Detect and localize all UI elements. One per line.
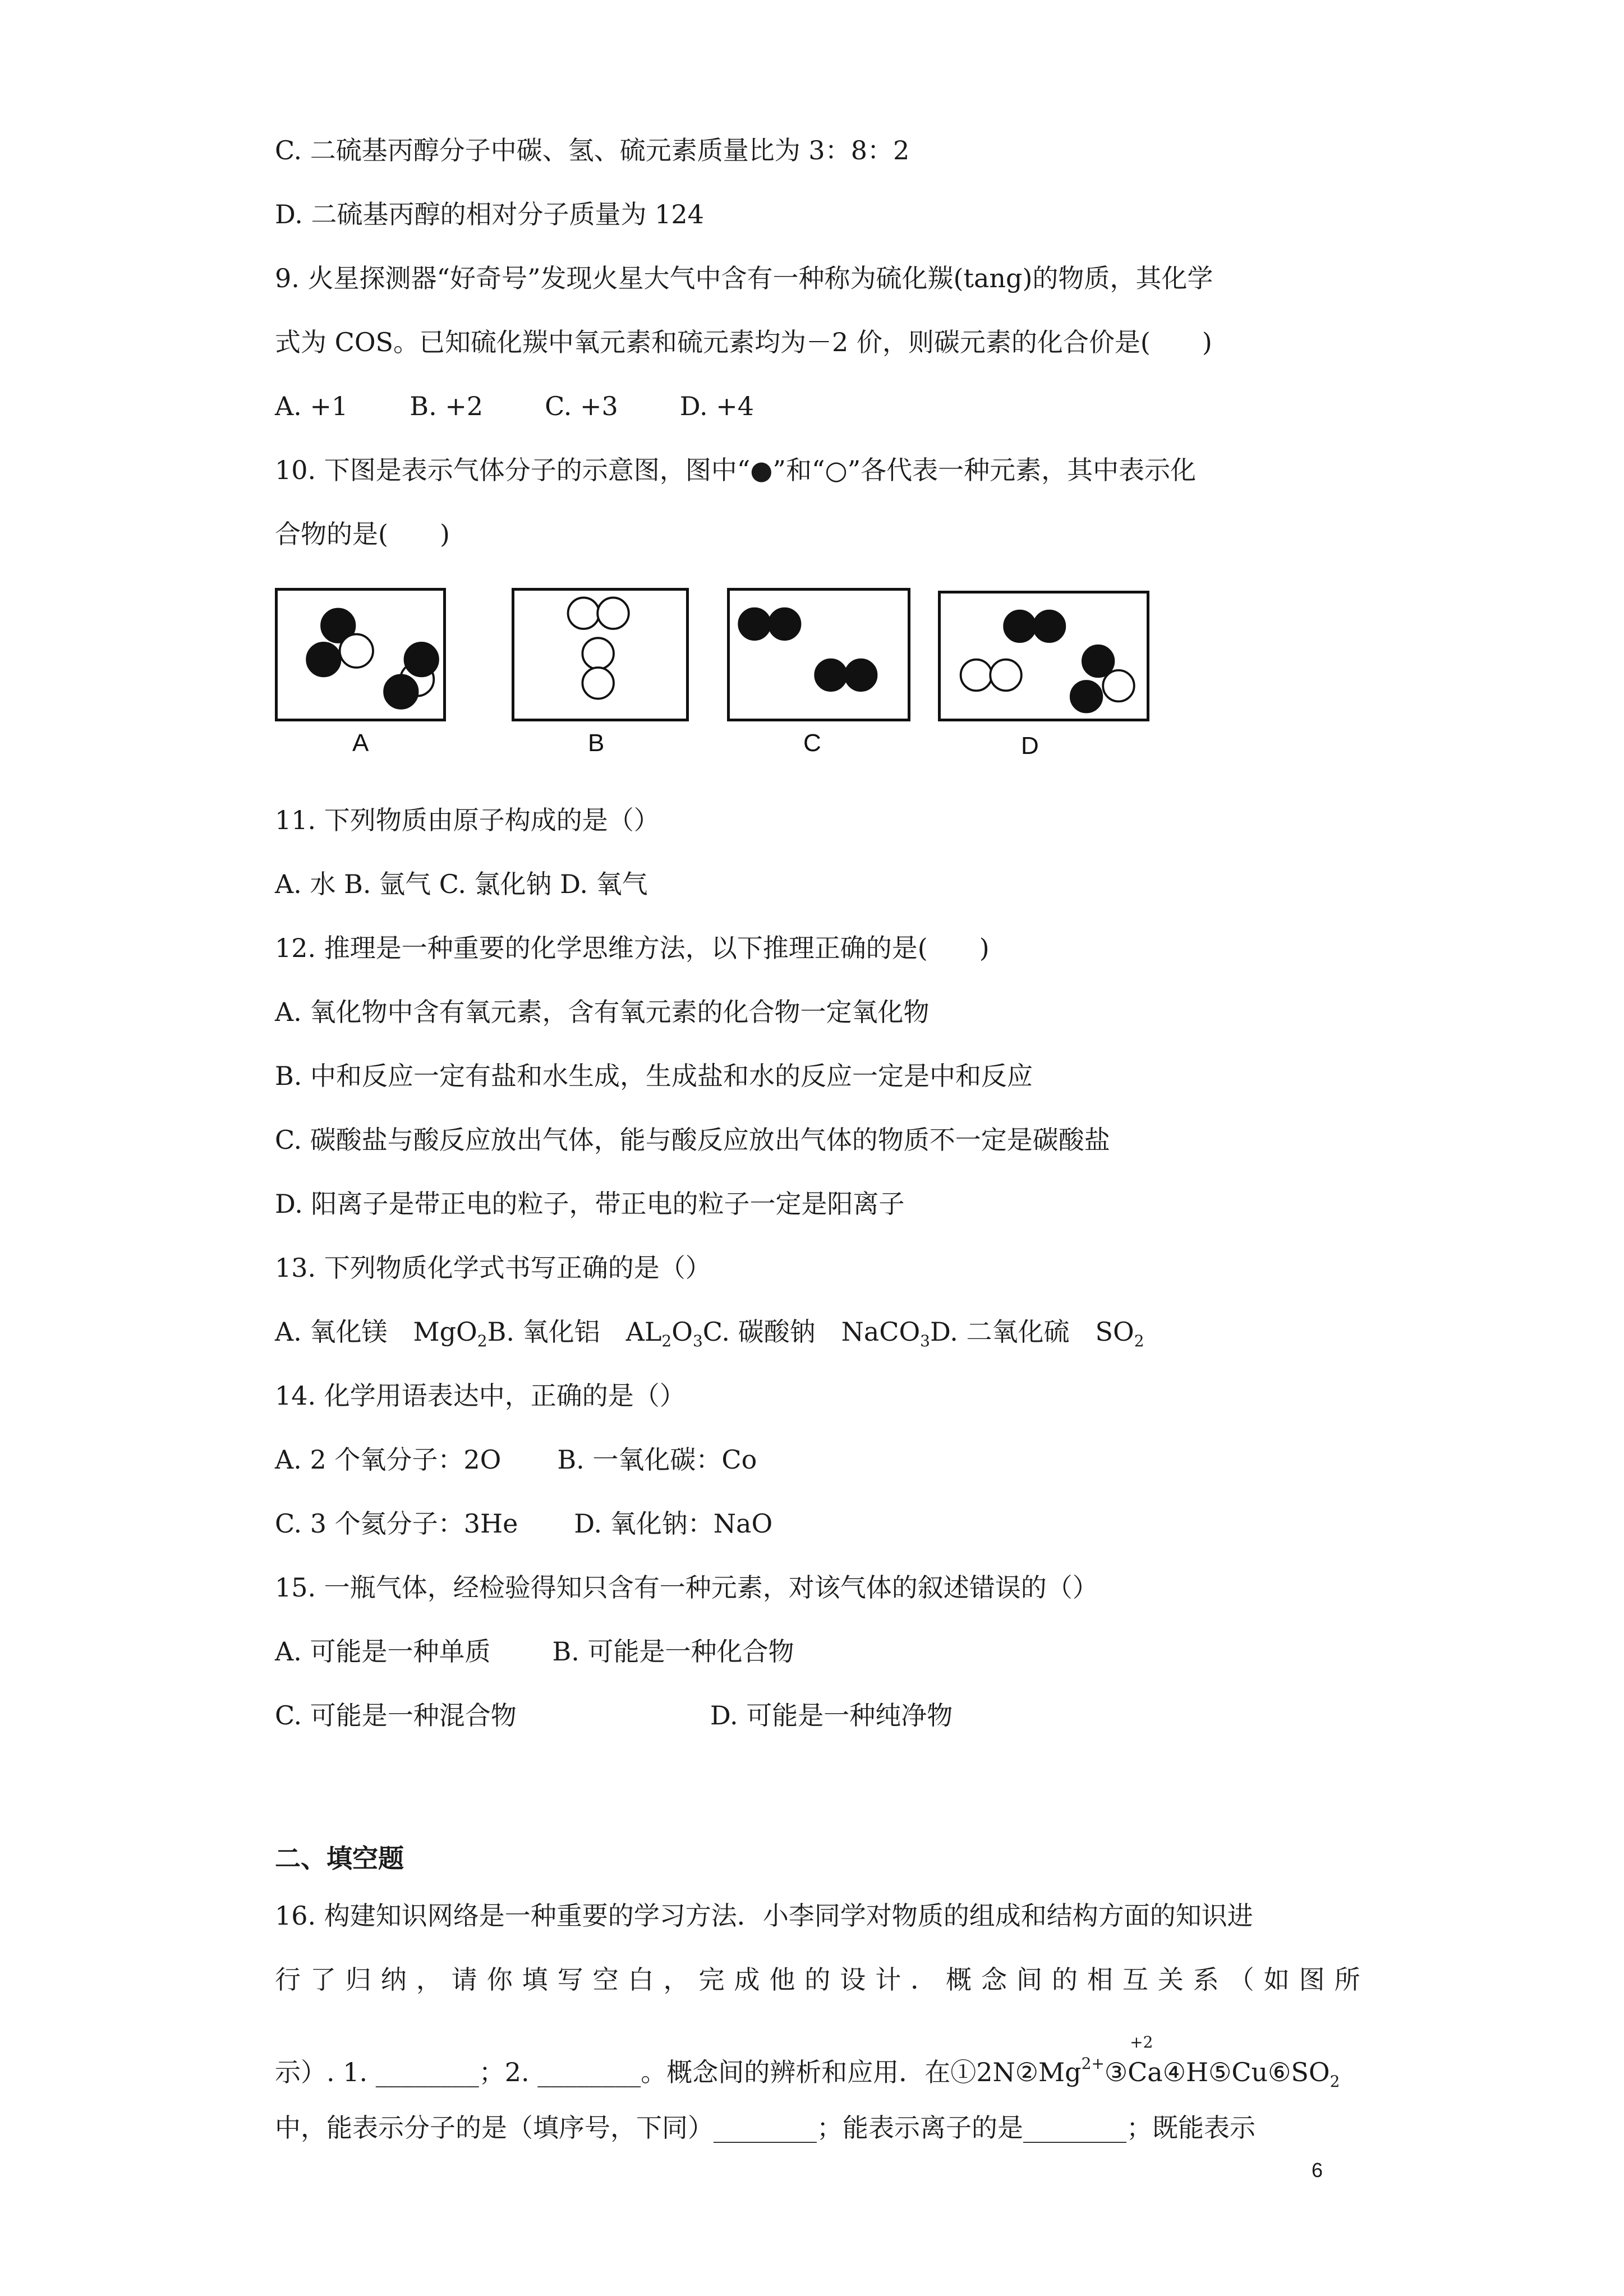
q12-option-d: D. 阳离子是带正电的粒子，带正电的粒子一定是阳离子 [275, 1189, 905, 1219]
q14-stem: 14. 化学用语表达中，正确的是（） [275, 1381, 686, 1411]
q14-options-ab [275, 1443, 757, 1476]
q14-option-b: B. 一氧化碳：Co [557, 1444, 757, 1475]
q9-option-d: D. +4 [679, 391, 755, 421]
q15-stem: 15. 一瓶气体，经检验得知只含有一种元素，对该气体的叙述错误的（） [275, 1572, 1098, 1603]
figure-label-a: A [352, 729, 369, 757]
q15-option-c: C. 可能是一种混合物 [275, 1700, 517, 1731]
figure-option-d-molecules [941, 593, 1147, 719]
q13-option-b: B. 氧化铝 $AL_2O_3$ [487, 1317, 703, 1350]
q14-option-a: A. 2 个氧分子：2O [275, 1444, 502, 1475]
figure-option-a-molecules [278, 591, 443, 719]
q8-option-c: C. 二硫基丙醇分子中碳、氢、硫元素质量比为 3：8：2 [275, 135, 910, 165]
figure-label-c: C [803, 729, 821, 757]
q13-stem: 13. 下列物质化学式书写正确的是（） [275, 1253, 711, 1283]
figure-option-c-box [727, 588, 910, 721]
q12-option-a: A. 氧化物中含有氧元素，含有氧元素的化合物一定氧化物 [275, 997, 930, 1027]
q11-stem: 11. 下列物质由原子构成的是（） [275, 805, 660, 835]
section-heading-fill-in: 二、填空题 [275, 1843, 404, 1874]
q15-option-b: B. 可能是一种化合物 [552, 1636, 794, 1667]
figure-label-b: B [588, 729, 605, 757]
q13-option-c: C. 碳酸钠 NaCO$_3$ [702, 1317, 930, 1350]
q13-option-d: D. 二氧化硫 $SO_2$ [930, 1317, 1144, 1350]
q9-options [275, 389, 754, 423]
q16-line1: 16. 构建知识网络是一种重要的学习方法．小李同学对物质的组成和结构方面的知识进 [275, 1901, 1253, 1931]
q10-stem-line1: 10. 下图是表示气体分子的示意图，图中“●”和“○”各代表一种元素，其中表示化 [275, 455, 1197, 485]
q14-option-c: C. 3 个氦分子：3He [275, 1508, 518, 1539]
page-number: 6 [1312, 2159, 1323, 2182]
q16-line4: 中，能表示分子的是（填序号，下同）________；能表示离子的是________；既能表示 [275, 2113, 1255, 2143]
q12-option-c: C. 碳酸盐与酸反应放出气体，能与酸反应放出气体的物质不一定是碳酸盐 [275, 1125, 1110, 1155]
q11-options: A. 水 B. 氩气 C. 氯化钠 D. 氧气 [275, 869, 648, 899]
q15-options-cd [275, 1699, 953, 1732]
q14-options-cd [275, 1507, 772, 1540]
q10-stem-line2: 合物的是( ) [275, 519, 450, 549]
q16-line3: 示）. 1. ________；2. ________。概念间的辨析和应用．在$①2N②Mg^{2+}③$ +2 $Ca④H⑤Cu⑥SO_2$ [275, 2033, 1340, 2091]
q9-option-a: A. +1 [275, 391, 348, 421]
q12-stem: 12. 推理是一种重要的化学思维方法，以下推理正确的是( ) [275, 933, 990, 963]
calcium-valence-notation: +2 Ca [1128, 2033, 1163, 2087]
q15-option-a: A. 可能是一种单质 [275, 1636, 491, 1667]
figure-option-b-molecules [514, 591, 686, 719]
q15-option-d: D. 可能是一种纯净物 [710, 1700, 953, 1731]
q9-stem-line1: 9. 火星探测器“好奇号”发现火星大气中含有一种称为硫化羰(tang)的物质，其化学 [275, 263, 1213, 293]
q9-option-c: C. +3 [545, 391, 618, 421]
figure-label-d: D [1021, 732, 1039, 760]
q8-option-d: D. 二硫基丙醇的相对分子质量为 124 [275, 199, 704, 229]
q13-option-a: A. 氧化镁 MgO$_2$ [275, 1317, 487, 1350]
figure-option-d-box [938, 591, 1149, 721]
q16-line2: 行 了 归 纳 ， 请 你 填 写 空 白 ， 完 成 他 的 设 计 ． 概 念 间 的 相 互 关 系 （ 如 图 所 [275, 1964, 1360, 1995]
q13-options [275, 1315, 1144, 1358]
q14-option-d: D. 氧化钠：NaO [574, 1508, 773, 1539]
figure-option-b-box [512, 588, 689, 721]
q15-options-ab [275, 1635, 794, 1668]
figure-option-a-box [275, 588, 446, 721]
q12-option-b: B. 中和反应一定有盐和水生成，生成盐和水的反应一定是中和反应 [275, 1061, 1033, 1091]
q9-option-b: B. +2 [410, 391, 484, 421]
q9-stem-line2: 式为 COS。已知硫化羰中氧元素和硫元素均为－2 价，则碳元素的化合价是( ) [275, 327, 1212, 357]
figure-option-c-molecules [730, 591, 908, 719]
